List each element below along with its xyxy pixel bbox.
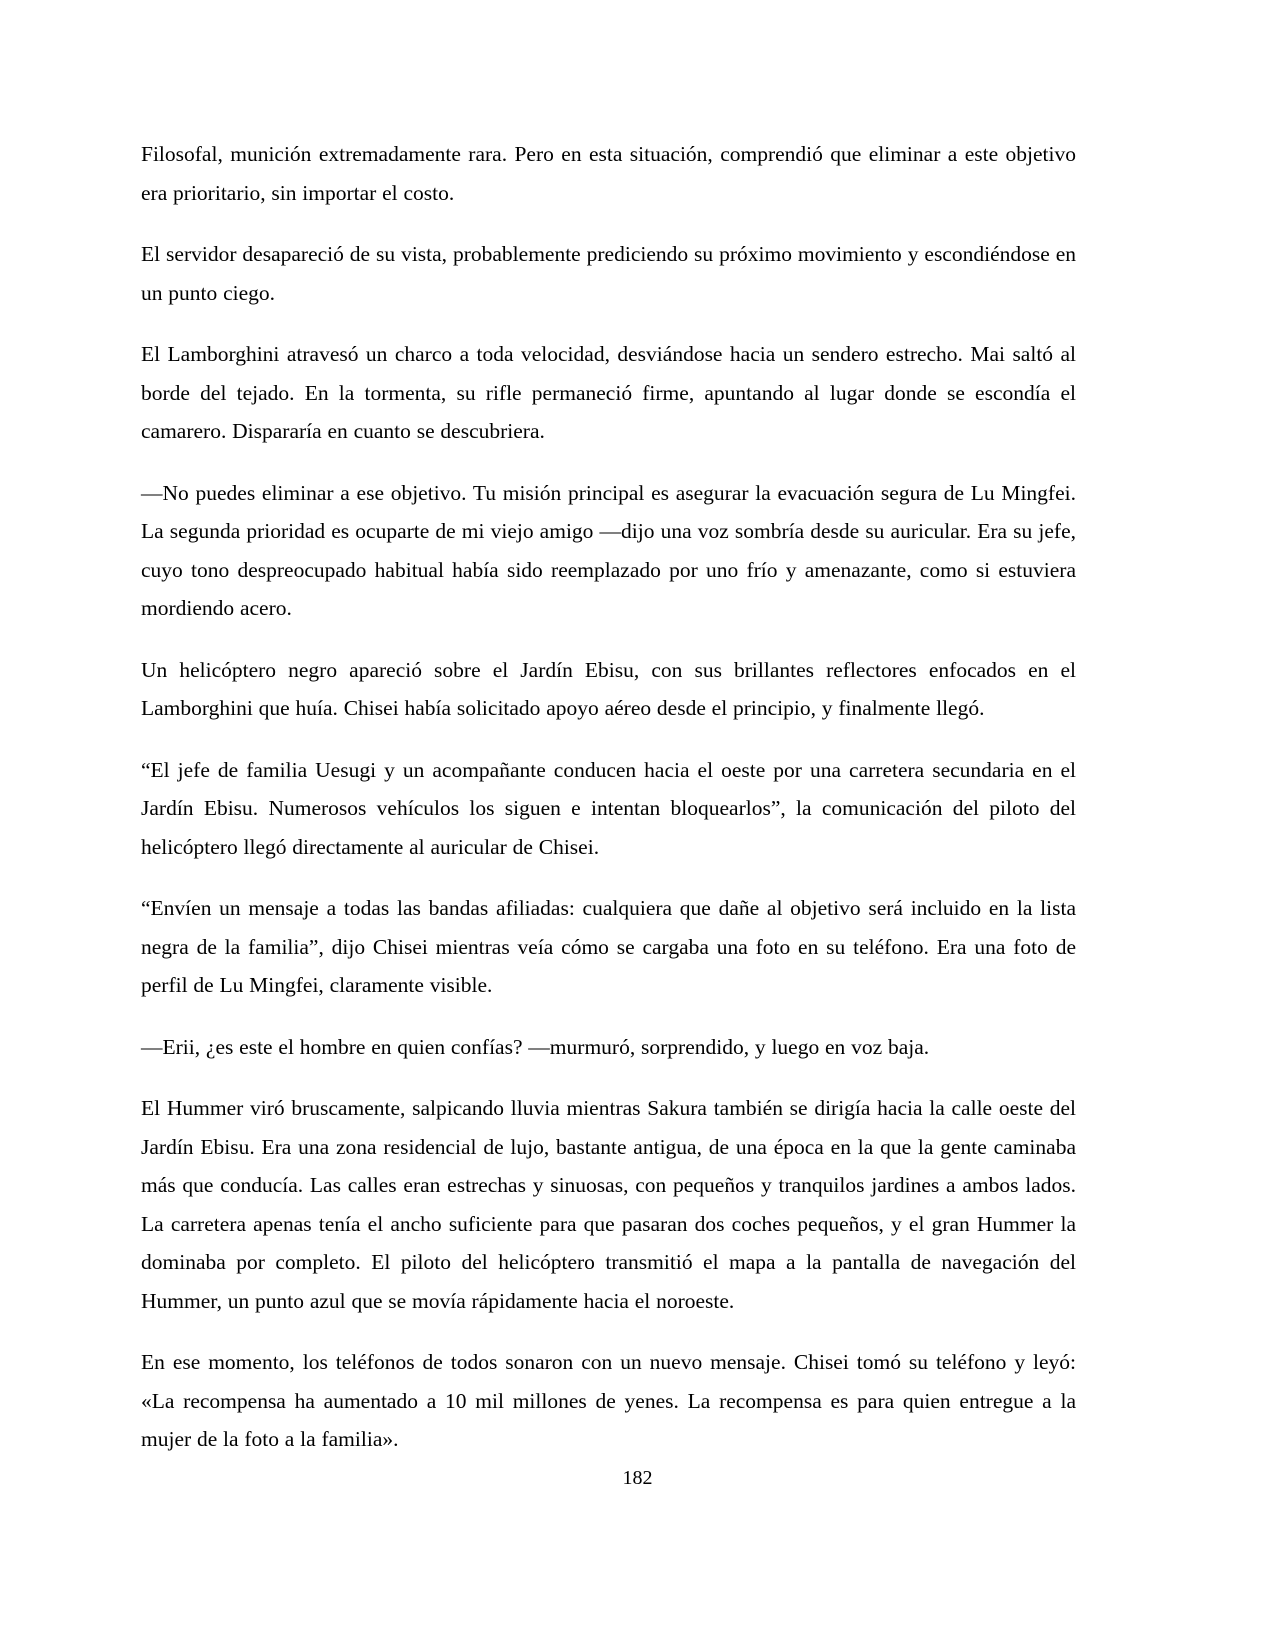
paragraph: Un helicóptero negro apareció sobre el Jardín Ebisu, con sus brillantes reflectores enfocados en el Lamborghini que huía. Chisei había solicitado apoyo aéreo desde el principio, y finalmente llegó. bbox=[141, 657, 1076, 720]
paragraph: El servidor desapareció de su vista, probablemente prediciendo su próximo movimiento y escondiéndose en un punto ciego. bbox=[141, 242, 1076, 305]
paragraph: —Erii, ¿es este el hombre en quien confías? —murmuró, sorprendido, y luego en voz baja. bbox=[141, 1034, 930, 1059]
paragraph: —No puedes eliminar a ese objetivo. Tu misión principal es asegurar la evacuación segura de Lu Mingfei. La segunda prioridad es ocuparte de mi viejo amigo —dijo una voz sombría desde su auricular. Era su jefe, cuyo tono despreocupado habitual había sido reemplazado por uno frío y amenazante, como si estuviera mordiendo acero. bbox=[141, 480, 1076, 620]
paragraph: “Envíen un mensaje a todas las bandas afiliadas: cualquiera que dañe al objetivo será incluido en la lista negra de la familia”, dijo Chisei mientras veía cómo se cargaba una foto en su teléfono. Era una foto de perfil de Lu Mingfei, claramente visible. bbox=[141, 896, 1076, 997]
paragraph: “El jefe de familia Uesugi y un acompañante conducen hacia el oeste por una carretera secundaria en el Jardín Ebisu. Numerosos vehículos los siguen e intentan bloquearlos”, la comunicación del piloto del helicóptero llegó directamente al auricular de Chisei. bbox=[141, 757, 1076, 859]
page-number: 182 bbox=[622, 1467, 653, 1489]
paragraph: El Hummer viró bruscamente, salpicando lluvia mientras Sakura también se dirigía hacia la calle oeste del Jardín Ebisu. Era una zona residencial de lujo, bastante antigua, de una época en la que la gente caminaba más que conducía. Las calles eran estrechas y sinuosas, con pequeños y tranquilos jardines a ambos lados. La carretera apenas tenía el ancho suficiente para que pasaran dos coches pequeños, y el gran Hummer la dominaba por completo. El piloto del helicóptero transmitió el mapa a la pantalla de navegación del Hummer, un punto azul que se movía rápidamente hacia el noroeste. bbox=[141, 1096, 1076, 1313]
page-body bbox=[141, 135, 1076, 1459]
paragraph: En ese momento, los teléfonos de todos sonaron con un nuevo mensaje. Chisei tomó su teléfono y leyó: «La recompensa ha aumentado a 10 mil millones de yenes. La recompensa es para quien entregue a la mujer de la foto a la familia». bbox=[141, 1350, 1076, 1451]
paragraph: El Lamborghini atravesó un charco a toda velocidad, desviándose hacia un sendero estrecho. Mai saltó al borde del tejado. En la tormenta, su rifle permaneció firme, apuntando al lugar donde se escondía el camarero. Dispararía en cuanto se descubriera. bbox=[141, 342, 1076, 443]
paragraph: Filosofal, munición extremadamente rara. Pero en esta situación, comprendió que eliminar a este objetivo era prioritario, sin importar el costo. bbox=[141, 142, 1076, 205]
